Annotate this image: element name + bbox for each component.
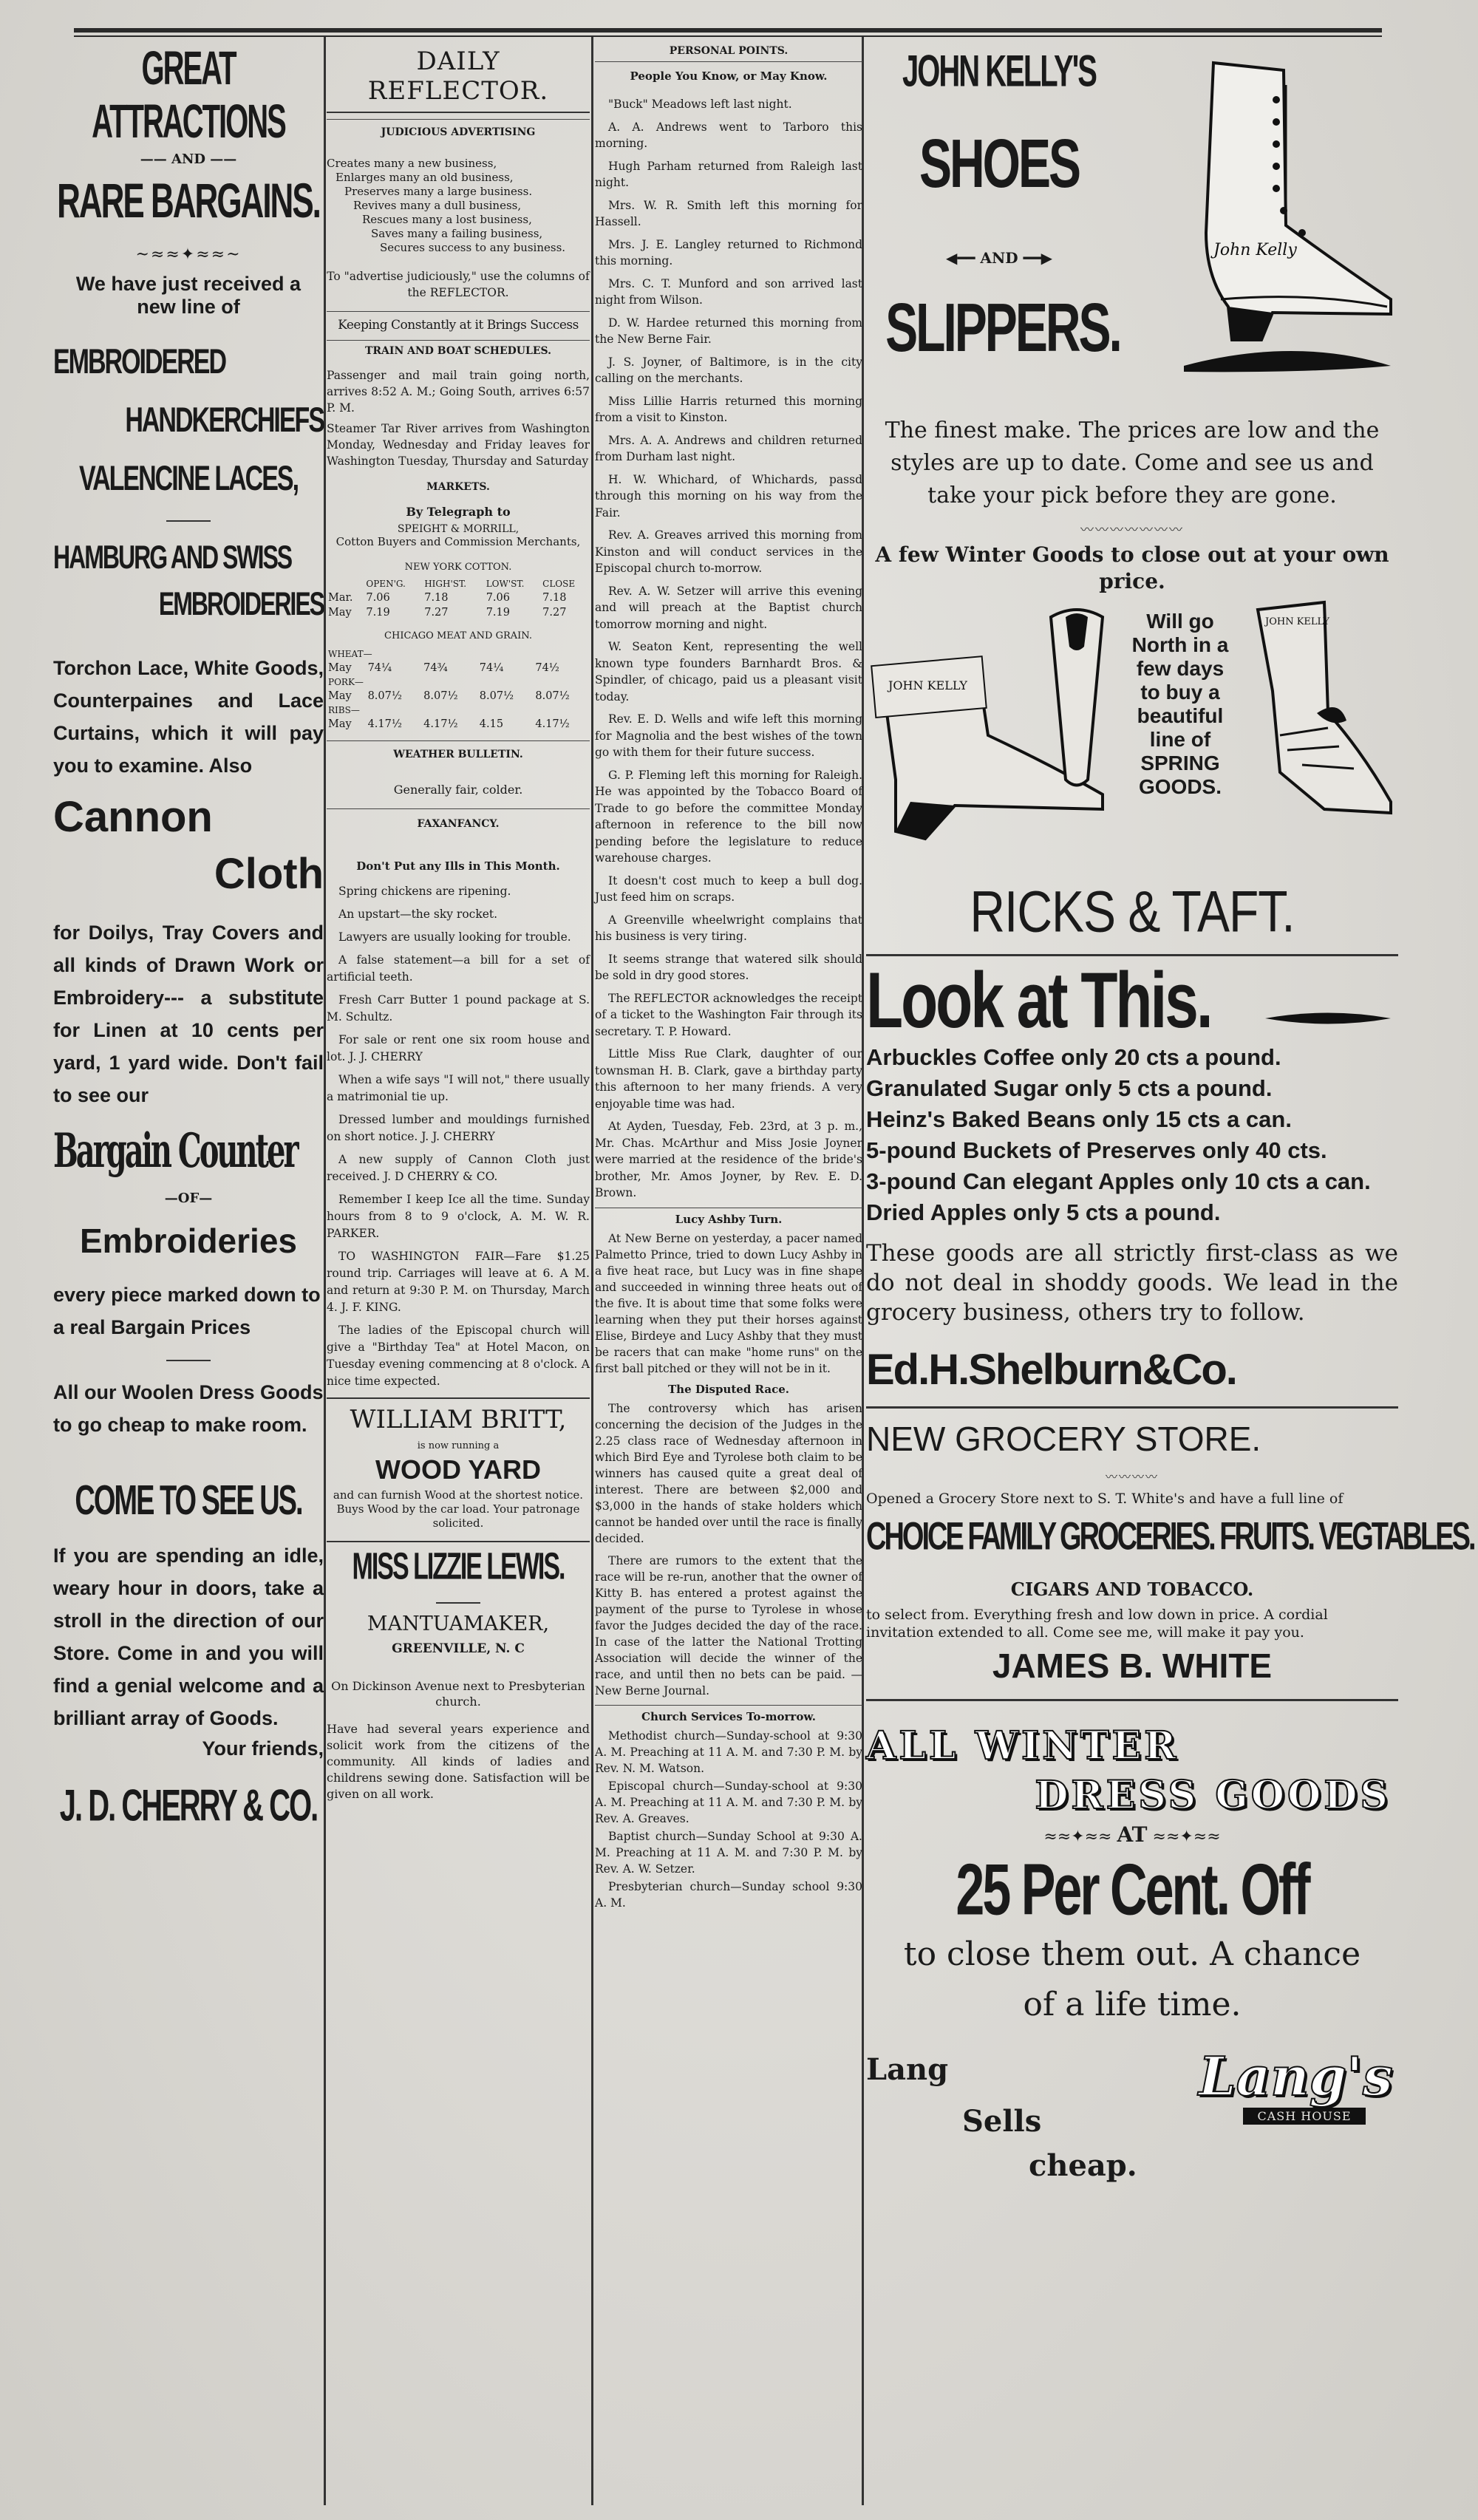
personal-item: H. W. Whichard, of Whichards, passd through this morning on his way from the Fair. [595, 472, 862, 520]
cell: May [328, 690, 352, 702]
chicago-label: CHICAGO MEAT AND GRAIN. [384, 630, 532, 641]
personal-item: Mrs. A. A. Andrews and children returned from Durham last night. [595, 433, 862, 463]
come-to-see-us-heading: COME TO SEE US. [75, 1477, 302, 1525]
faxanfancy-heading: FAXANFANCY. [417, 818, 500, 830]
judicious-lines [327, 157, 590, 255]
cell: May [328, 607, 352, 619]
mantuamaker-heading: MANTUAMAKER, [367, 1613, 550, 1635]
cell: 7.18 [542, 592, 567, 604]
personal-item: Hugh Parham returned from Raleigh last night. [595, 159, 862, 189]
close-them-text: to close them out. A chance of a life time. [903, 1935, 1361, 2023]
personal-item: Mrs. J. E. Langley returned to Richmond this morning. [595, 237, 862, 268]
goods-text: These goods are all strictly first-class as we do not deal in shoddy goods. We lead in the grocery business, others try to follow. [866, 1240, 1398, 1326]
dash [166, 1360, 211, 1361]
grocery-line: Heinz's Baked Beans only 15 cts a can. [866, 1106, 1292, 1132]
embroidered-heading: EMBROIDERED [53, 342, 226, 382]
slippers-heading: SLIPPERS. [885, 289, 1120, 366]
rule [595, 61, 862, 62]
col-header: CLOSE [542, 579, 576, 589]
ads-column: JOHN KELLY'S SHOES ◀━━ AND ━━▶ SLIPPERS. John Kelly The finest make. The prices are low and the styles are up to date. Come and see us and take your pick before they are gone. 〰〰〰〰〰〰〰 A few Winter Goods to close out at your own price. JOHN KELLY Will go North in a few days to buy a beautiful line of SPRING GOODS. JOHN KELLY RICKS & TAFT. Look at This. Arbuckles Coffee only 20 cts a pound. Granulated Sugar only 5 cts a pound. Heinz's Baked Beans only 15 cts a can. 5-pound Buckets of Preserves only 40 cts. 3-pound Can elegant Apples only 10 cts a can. Dried Apples only 5 cts a pound. These goods are all strictly first-class as we do not deal in shoddy goods. We lead in the grocery business, others try to follow. Ed.H.Shelburn&Co. NEW GROCERY STORE. 〰〰〰〰 Opened a Grocery Store next to S. T. White's and have a full line of CHOICE FAMILY GROCERIES. FRUITS. VEGTABLES. CIGARS AND TOBACCO. to select from. Everything fresh and low down in price. A cordial invitation extended to all. Come see me, will make it pay you. JAMES B. WHITE ALL WINTER DRESS GOODS ≈≈✦≈≈ AT ≈≈✦≈≈ 25 Per Cent. Off to close them out. A chance of a life time. Lang Sells cheap. Lang's CASH HOUSE [866, 41, 1398, 2509]
boot-label: John Kelly [1213, 241, 1297, 259]
embroideries-heading-2: Embroideries [80, 1222, 297, 1260]
church-item: Episcopal church—Sunday-school at 9:30 A. M. Preaching at 11 A. M. and 7:30 P. M. by Rev. A. Greaves. [595, 1779, 862, 1825]
rule [866, 1699, 1398, 1701]
personal-heading: PERSONAL POINTS. [669, 45, 789, 57]
cell: 8.07½ [479, 690, 514, 702]
great-attractions-heading: GREAT ATTRACTIONS [92, 43, 285, 149]
column-divider [324, 37, 326, 2505]
spending-text: If you are spending an idle, weary hour in doors, take a stroll in the direction of our Store. Come in and you will find a genial welcome and a brilliant array of Goods. [53, 1545, 324, 1729]
faxanfancy-item: Spring chickens are ripening. [338, 885, 511, 898]
disputed-heading: The Disputed Race. [668, 1382, 789, 1396]
personal-item: Rev. E. D. Wells and wife left this morning for Magnolia and the best wishes of the town go with them for their future success. [595, 712, 862, 759]
dress-goods-heading: DRESS GOODS [1035, 1773, 1391, 1818]
choice-groceries-heading: CHOICE FAMILY GROCERIES. FRUITS. VEGTABLES. [866, 1515, 1474, 1559]
judicious-line: Revives many a dull business, [353, 199, 522, 212]
rule [327, 808, 590, 809]
britt-heading: WILLIAM BRITT, [350, 1405, 567, 1434]
opened-text: Opened a Grocery Store next to S. T. White's and have a full line of [866, 1491, 1344, 1507]
cherry-signature: J. D. CHERRY & CO. [59, 1781, 318, 1831]
faxanfancy-item: The ladies of the Episcopal church will give a "Birthday Tea" at Hotel Macon, on Tuesday evening commencing at 8 o'clock. A nice time expected. [327, 1324, 590, 1388]
cell: 8.07½ [367, 690, 402, 702]
handkerchiefs-heading: HANDKERCHIEFS [125, 401, 324, 440]
grocery-line: Granulated Sugar only 5 cts a pound. [866, 1075, 1273, 1101]
rule [327, 1541, 590, 1542]
faxanfancy-item: A false statement—a bill for a set of artificial teeth. [327, 953, 590, 984]
grain-table [327, 647, 590, 732]
wavy-rule: 〰〰〰〰 [1105, 1470, 1159, 1484]
at-label: AT [1117, 1822, 1148, 1847]
langs-logo [1199, 2045, 1398, 2125]
judicious-line: Saves many a failing business, [371, 227, 543, 240]
rule [327, 112, 590, 113]
rule [327, 740, 590, 741]
table-row [327, 590, 590, 605]
reflector-column [327, 41, 590, 2509]
weather-text: Generally fair, colder. [393, 783, 523, 797]
finest-make-text: The finest make. The prices are low and the styles are up to date. Come and see us and take your pick before they are gone. [885, 418, 1380, 508]
grocery-line: 5-pound Buckets of Preserves only 40 cts. [866, 1137, 1327, 1163]
faxanfancy-item: For sale or rent one six room house and lot. J. J. CHERRY [327, 1033, 590, 1063]
ornament: ~≈≈✦≈≈~ [135, 245, 242, 264]
cell: 7.27 [542, 607, 567, 619]
ny-cotton-label: NEW YORK COTTON. [404, 562, 512, 573]
personal-item: Rev. A. Greaves arrived this morning from Kinston and will conduct services in the Episcopal church to-morrow. [595, 528, 862, 575]
shoe-illustrations [866, 602, 1398, 883]
cheap-word: cheap. [1029, 2148, 1137, 2183]
steamer-text: Steamer Tar River arrives from Washington Monday, Wednesday and Friday leaves for Washington Tuesday, Thursday and Saturday [327, 422, 590, 468]
and-label: AND [980, 249, 1018, 267]
rule [327, 340, 590, 341]
cell: 8.07½ [535, 690, 570, 702]
greenville-label: GREENVILLE, N. C [392, 1641, 525, 1656]
select-text: to select from. Everything fresh and low down in price. A cordial invitation extended to all. Come see me, will make it pay you. [866, 1607, 1328, 1641]
torchon-text: Torchon Lace, White Goods, Counterpaines and Lace Curtains, which it will pay you to examine. Also [53, 657, 324, 777]
will-go-north-text: Will go North in a few days to buy a beautiful line of SPRING GOODS. [1131, 610, 1229, 798]
rule [327, 311, 590, 312]
personal-item: D. W. Hardee returned this morning from the New Berne Fair. [595, 316, 862, 346]
judicious-heading: JUDICIOUS ADVERTISING [381, 126, 536, 138]
markets-heading: MARKETS. [426, 481, 490, 493]
hamburg-heading: HAMBURG AND SWISS [53, 538, 292, 576]
col-header: HIGH'ST. [424, 579, 467, 589]
cell: 8.07½ [423, 690, 458, 702]
personal-item: A. A. Andrews went to Tarboro this morning. [595, 120, 862, 150]
wood-yard-heading: WOOD YARD [375, 1454, 542, 1485]
winter-goods-text: A few Winter Goods to close out at your own price. [875, 542, 1389, 593]
people-subheading: People You Know, or May Know. [630, 69, 828, 83]
keeping-text: Keeping Constantly at it Brings Success [338, 318, 579, 333]
cell: 7.19 [366, 607, 390, 619]
lucy-heading: Lucy Ashby Turn. [675, 1212, 783, 1226]
cell: 74¼ [367, 662, 392, 674]
train-heading: TRAIN AND BOAT SCHEDULES. [365, 345, 551, 357]
intro-line-2: new line of [137, 296, 240, 318]
langs-logo-text: Lang's [1199, 2045, 1393, 2108]
valencine-heading: VALENCINE LACES, [78, 459, 299, 499]
of-label: OF [177, 1191, 200, 1206]
cash-house-label: CASH HOUSE [1243, 2108, 1366, 2125]
cell: 74½ [535, 662, 559, 674]
embroideries-heading: EMBROIDERIES [158, 585, 324, 622]
personal-item: The REFLECTOR acknowledges the receipt of a ticket to the Washington Fair through its secretary. T. P. Howard. [595, 991, 862, 1038]
boot-illustration [1125, 55, 1398, 373]
personal-item: At Ayden, Tuesday, Feb. 23rd, at 3 p. m., Mr. Chas. McArthur and Miss Josie Joyner were married at the residence of the bride's brother, Mr. Amos Joyner, by Rev. E. D. Brown. [595, 1120, 862, 1199]
dash [166, 520, 211, 522]
dont-put-text: Don't Put any Ills in This Month. [356, 859, 560, 873]
personal-item: Miss Lillie Harris returned this morning from a visit to Kinston. [595, 394, 862, 424]
rule [595, 1705, 862, 1706]
shelburn-heading: Ed.H.Shelburn&Co. [866, 1346, 1236, 1394]
judicious-line: Preserves many a large business. [344, 185, 533, 198]
cell: 7.06 [486, 592, 510, 604]
shoe-middle-illustration [1043, 602, 1110, 794]
personal-item: G. P. Fleming left this morning for Raleigh. He was appointed by the Tobacco Board of Trade to go before the committee Monday afternoon in reference to the bill now pending before the legislature to reduce warehouse charges. [595, 768, 862, 865]
cell: 4.17½ [423, 718, 458, 730]
faxanfancy-items [327, 883, 590, 1390]
ribs-label: RIBS— [328, 705, 360, 715]
intro-line-1: We have just received a [75, 273, 302, 295]
judicious-line: Secures success to any business. [380, 241, 566, 254]
church-item: Presbyterian church—Sunday school 9:30 A. M. [595, 1879, 862, 1910]
cotton-table [327, 577, 590, 620]
pork-label: PORK— [328, 677, 364, 687]
cherry-ad-column: GREAT ATTRACTIONS —— AND —— RARE BARGAINS. ~≈≈✦≈≈~ We have just received a new line of EMBROIDERED HANDKERCHIEFS VALENCINE LACES, HAMBURG AND SWISS EMBROIDERIES Torchon Lace, White Goods, Counterpaines and Lace Curtains, which it will pay you to examine. Also Cannon Cloth for Doilys, Tray Covers and all kinds of Drawn Work or Embroidery--- a substitute for Linen at 10 cents per yard, 1 yard wide. Don't fail to see our Bargain Counter —OF— Embroideries every piece marked down to a real Bargain Prices All our Woolen Dress Goods to go cheap to make room. COME TO SEE US. If you are spending an idle, weary hour in doors, take a stroll in the direction of our Store. Come in and you will find a genial welcome and a brilliant array of Goods. Your friends, J. D. CHERRY & CO. [53, 43, 324, 1831]
personal-item: W. Seaton Kent, representing the well known type founders Barnhardt Bros. & Spindler, of chicago, paid us a pleasant visit today. [595, 640, 862, 704]
cigars-label: CIGARS AND TOBACCO. [1010, 1579, 1254, 1600]
personal-points-column [595, 41, 862, 2509]
faxanfancy-item: Remember I keep Ice all the time. Sunday hours from 8 to 9 o'clock, A. M. W. R. PARKER. [327, 1193, 590, 1240]
advertise-text: To "advertise judiciously," use the columns of the REFLECTOR. [327, 270, 590, 299]
doilys-text: for Doilys, Tray Covers and all kinds of Drawn Work or Embroidery--- a substitute for Linen at 10 cents per yard, 1 yard wide. Don't fail to see our [53, 922, 324, 1106]
personal-item: Rev. A. W. Setzer will arrive this evening and will preach at the Baptist church tomorrow morning and night. [595, 584, 862, 631]
all-winter-heading: ALL WINTER [866, 1723, 1179, 1768]
rule [866, 1406, 1398, 1409]
your-friends: Your friends, [202, 1737, 324, 1760]
top-rule [74, 28, 1382, 33]
church-item: Methodist church—Sunday-school at 9:30 A. M. Preaching at 11 A. M. and 7:30 P. M. by Rev. N. M. Watson. [595, 1729, 862, 1775]
personal-item: J. S. Joyner, of Baltimore, is in the city calling on the merchants. [595, 355, 862, 385]
dash [436, 1602, 480, 1604]
lucy-text: At New Berne on yesterday, a pacer named Palmetto Prince, tried to down Lucy Ashby in a five heat race, but Lucy was in fine shape and succeeded in winning three heats out of the five. It is about time that some folks were learning when they put their horses against Elise, Birdeye and Lucy Ashby that they must be racers that can make "home runs" on the first ball pitched or they will not be in it. [595, 1231, 862, 1375]
table-row [327, 717, 590, 732]
john-kelly-ad: JOHN KELLY'S SHOES ◀━━ AND ━━▶ SLIPPERS. John Kelly [866, 41, 1398, 410]
church-heading: Church Services To-morrow. [641, 1709, 816, 1723]
faxanfancy-item: Fresh Carr Butter 1 pound package at S. M. Schultz. [327, 993, 590, 1024]
cell: 7.18 [424, 592, 449, 604]
percent-off-heading: 25 Per Cent. Off [956, 1849, 1309, 1930]
dickinson-text: On Dickinson Avenue next to Presbyterian church. [331, 1679, 585, 1709]
personal-item: Mrs. W. R. Smith left this morning for Hassell. [595, 198, 862, 228]
personal-item: It doesn't cost much to keep a bull dog. Just feed him on scraps. [595, 874, 862, 904]
wavy-rule: 〰〰〰〰〰〰〰 [1080, 522, 1184, 538]
rule [327, 119, 590, 120]
wheat-label: WHEAT— [328, 649, 372, 659]
years-text: Have had several years experience and solicit work from the citizens of the community. All kinds of ladies and childrens sewing done. Satisfaction will be given on all work. [327, 1722, 590, 1801]
shoes-heading: SHOES [919, 125, 1080, 202]
and-label: AND [171, 151, 206, 167]
every-piece-text: every piece marked down to a real Bargain Prices [53, 1284, 321, 1338]
rule [327, 1397, 590, 1399]
john-kellys-heading: JOHN KELLY'S [902, 47, 1096, 96]
cell: 74¼ [479, 662, 504, 674]
look-at-this-heading: Look at This. [866, 957, 1211, 1045]
judicious-line: Rescues many a lost business, [362, 213, 532, 226]
faxanfancy-item: An upstart—the sky rocket. [338, 907, 498, 921]
grocery-price-list [866, 1042, 1398, 1228]
lang-word: Lang [866, 2052, 949, 2087]
bargain-counter-heading: Bargain Counter [53, 1123, 297, 1179]
judicious-line: Creates many a new business, [327, 157, 497, 170]
speight-label: SPEIGHT & MORRILL, [397, 523, 520, 535]
faxanfancy-item: Dressed lumber and mouldings furnished on short notice. J. J. CHERRY [327, 1113, 590, 1143]
personal-item: It seems strange that watered silk should be sold in dry good stores. [595, 952, 862, 982]
cell: 4.15 [479, 718, 504, 730]
personal-item: Little Miss Rue Clark, daughter of our townsman H. B. Clark, gave a birthday party this afternoon to her many friends. A very enjoyable time was had. [595, 1047, 862, 1111]
church-items [595, 1728, 862, 1911]
britt-text: and can furnish Wood at the shortest notice. Buys Wood by the car load. Your patronage solicited. [333, 1488, 584, 1530]
flourish [1265, 1011, 1391, 1026]
col-header: LOW'ST. [486, 579, 525, 589]
cell: 7.19 [486, 607, 510, 619]
cell: May [328, 662, 352, 674]
new-grocery-heading: NEW GROCERY STORE. [866, 1420, 1261, 1458]
cell: May [328, 718, 352, 730]
church-item: Baptist church—Sunday School at 9:30 A. M. Preaching at 11 A. M. and 7:30 P. M. by Rev. A. W. Setzer. [595, 1829, 862, 1876]
table-row [327, 605, 590, 620]
cell: 74¾ [423, 662, 448, 674]
cell: 4.17½ [535, 718, 570, 730]
cell: Mar. [328, 592, 353, 604]
train-text: Passenger and mail train going north, arrives 8:52 A. M.; Going South, arrives 6:57 P. M. [327, 369, 590, 415]
weather-heading: WEATHER BULLETIN. [393, 749, 523, 760]
james-white-heading: JAMES B. WHITE [992, 1646, 1273, 1685]
col-header: OPEN'G. [366, 579, 406, 589]
personal-item: Mrs. C. T. Munford and son arrived last night from Wilson. [595, 276, 862, 307]
faxanfancy-item: TO WASHINGTON FAIR—Fare $1.25 round trip. Carriages will leave at 6. A M. and return at 9:30 P. M. on Thursday, March 4. J. F. KING. [327, 1250, 590, 1314]
woolen-text: All our Woolen Dress Goods to go cheap to make room. [53, 1381, 324, 1436]
faxanfancy-item: A new supply of Cannon Cloth just received. J. D CHERRY & CO. [327, 1153, 590, 1183]
column-divider [591, 37, 593, 2505]
personal-items [595, 96, 862, 1202]
cell: 7.27 [424, 607, 449, 619]
cannon-heading: Cannon [53, 793, 213, 841]
telegraph-label: By Telegraph to [406, 505, 511, 519]
grocery-line: 3-pound Can elegant Apples only 10 cts a can. [866, 1168, 1371, 1194]
shoe-label-left: JOHN KELLY [888, 678, 967, 692]
top-rule-thin [74, 35, 1382, 37]
table-row [327, 661, 590, 675]
sells-word: Sells [962, 2104, 1042, 2139]
lang-sign-off [866, 2037, 1398, 2193]
shoe-label-right: JOHN KELLY [1265, 616, 1329, 627]
personal-item: "Buck" Meadows left last night. [608, 98, 792, 111]
shoe-right-illustration [1236, 602, 1398, 824]
lizzie-heading: MISS LIZZIE LEWIS. [352, 1545, 565, 1588]
britt-now: is now running a [417, 1440, 500, 1451]
faxanfancy-item: Lawyers are usually looking for trouble. [338, 930, 571, 944]
judicious-line: Enlarges many an old business, [336, 171, 514, 184]
grocery-line: Arbuckles Coffee only 20 cts a pound. [866, 1044, 1281, 1070]
disputed-text-2: There are rumors to the extent that the race will be re-run, another that the owner of Kitty B. has entered a protest against the payment of the purse to Tyrolese in whose favor the Judges decided the day of the race. In case of the latter the National Trotting Association will decide the winner of the race, and until then no bets can be paid. —New Berne Journal. [595, 1553, 862, 1697]
personal-item: A Greenville wheelwright complains that his business is very tiring. [595, 913, 862, 943]
cotton-buyers-label: Cotton Buyers and Commission Merchants, [336, 535, 581, 548]
disputed-text-1: The controversy which has arisen concerning the decision of the Judges in the 2.25 class race of Wednesday afternoon in which Bird Eye and Tyrolese both claim to be winners has caused quite a great deal of interest. There are between $2,000 and $3,000 in the hands of stake holders which cannot be handed over until the race is finally decided. [595, 1401, 862, 1545]
cell: 7.06 [366, 592, 390, 604]
faxanfancy-item: When a wife says "I will not," there usually a matrimonial tie up. [327, 1073, 590, 1103]
ricks-taft-heading: RICKS & TAFT. [970, 878, 1295, 944]
cloth-heading: Cloth [214, 850, 324, 898]
table-row [327, 689, 590, 704]
cell: 4.17½ [367, 718, 402, 730]
grocery-line: Dried Apples only 5 cts a pound. [866, 1199, 1221, 1225]
masthead: DAILY REFLECTOR. [367, 47, 549, 106]
rare-bargains-heading: RARE BARGAINS. [57, 174, 320, 228]
